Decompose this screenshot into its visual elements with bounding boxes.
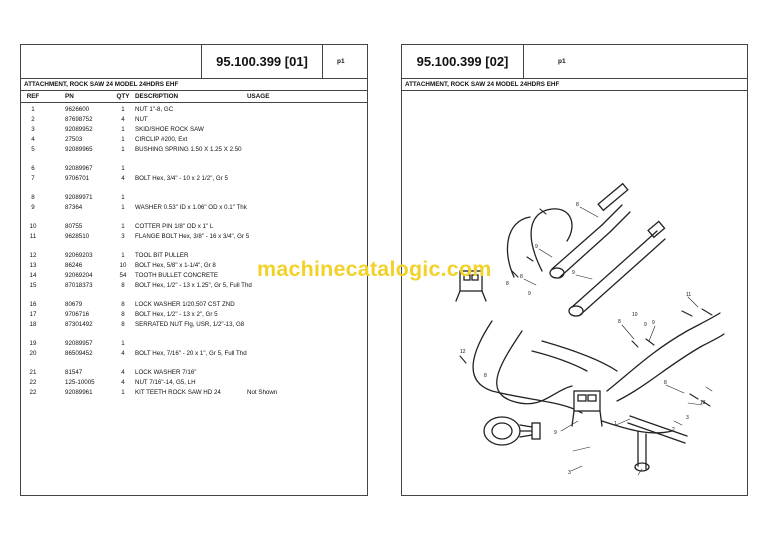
callout-label: 10 [632, 312, 638, 318]
pn-cell: 80755 [65, 223, 83, 230]
description-cell: LOCK WASHER 7/16" [135, 369, 197, 376]
callout-label: 13 [700, 400, 706, 406]
usage-cell: Not Shown [247, 389, 278, 396]
ref-cell: 9 [31, 204, 35, 211]
callout-label: 9 [528, 291, 531, 297]
qty-cell: 1 [121, 340, 125, 347]
qty-cell: 8 [121, 301, 125, 308]
qty-cell: 54 [119, 272, 127, 279]
hydraulic-cylinder-lower [569, 221, 665, 316]
callout-label: 12 [460, 349, 466, 355]
ref-cell: 22 [29, 379, 37, 386]
description-cell: BUSHING SPRING 1.50 X 1.25 X 2.50 [135, 146, 242, 153]
qty-cell: 4 [121, 116, 125, 123]
description-cell: BOLT Hex, 1/2" - 13 x 2", Gr 5 [135, 311, 218, 318]
pn-cell: 9628510 [65, 233, 90, 240]
description-cell: BOLT Hex, 1/2" - 13 x 1.25", Gr 5, Full Thd [135, 282, 252, 289]
callout-label: 9 [572, 270, 575, 276]
exploded-parts-diagram [402, 101, 747, 495]
ref-cell: 13 [29, 262, 37, 269]
ref-cell: 3 [31, 126, 35, 133]
ref-cell: 11 [29, 233, 37, 240]
qty-cell: 10 [119, 262, 127, 269]
pn-cell: 92089971 [65, 194, 93, 201]
ref-cell: 15 [29, 282, 37, 289]
hydraulic-motor [484, 417, 540, 445]
ref-cell: 17 [29, 311, 37, 318]
callout-label: 8 [618, 319, 621, 325]
description-cell: NUT 1"-8, GC [135, 106, 174, 113]
pn-cell: 27503 [65, 136, 83, 143]
qty-cell: 1 [121, 106, 125, 113]
ref-cell: 22 [29, 389, 37, 396]
skid-shoe [628, 416, 687, 471]
ref-cell: 6 [31, 165, 35, 172]
col-description: DESCRIPTION [135, 93, 179, 100]
description-cell: WASHER 0.53" ID x 1.06" OD x 0.1" Thk [135, 204, 247, 211]
ref-cell: 2 [31, 116, 35, 123]
part-number-title: 95.100.399 [02] [402, 45, 524, 78]
ref-cell: 7 [31, 175, 35, 182]
pn-cell: 86246 [65, 262, 83, 269]
description-cell: SKID/SHOE ROCK SAW [135, 126, 204, 133]
pn-cell: 92089967 [65, 165, 93, 172]
ref-cell: 18 [29, 321, 37, 328]
callout-label: 1 [614, 421, 617, 427]
description-cell: BOLT Hex, 5/8" x 1-1/4", Gr 8 [135, 262, 216, 269]
callout-label: 2 [672, 427, 675, 433]
callout-label: 8 [484, 373, 487, 379]
callout-label: 8 [576, 202, 579, 208]
callout-label: 11 [686, 292, 692, 298]
pn-cell: 92089965 [65, 146, 93, 153]
description-cell: COTTER PIN 1/8" OD x 1" L [135, 223, 214, 230]
qty-cell: 4 [121, 369, 125, 376]
pn-cell: 92089961 [65, 389, 93, 396]
qty-cell: 1 [121, 223, 125, 230]
pn-cell: 87364 [65, 204, 83, 211]
page-header [402, 45, 747, 79]
pn-cell: 9626600 [65, 106, 90, 113]
ref-cell: 8 [31, 194, 35, 201]
part-number-title: 95.100.399 [01] [201, 45, 323, 78]
ref-cell: 1 [31, 106, 35, 113]
pn-cell: 87018373 [65, 282, 93, 289]
callout-label: 3 [568, 470, 571, 476]
ref-cell: 20 [29, 350, 37, 357]
pn-cell: 9706716 [65, 311, 90, 318]
ref-cell: 10 [29, 223, 37, 230]
ref-cell: 16 [29, 301, 37, 308]
description-cell: CIRCLIP #200, Ext [135, 136, 188, 143]
qty-cell: 1 [121, 204, 125, 211]
callout-label: 9 [554, 430, 557, 436]
qty-cell: 1 [121, 252, 125, 259]
description-cell: TOOTH BULLET CONCRETE [135, 272, 218, 279]
qty-cell: 3 [121, 233, 125, 240]
ref-cell: 21 [29, 369, 37, 376]
qty-cell: 1 [121, 194, 125, 201]
description-cell: FLANGE BOLT Hex, 3/8" - 16 x 3/4", Gr 5 [135, 233, 250, 240]
qty-cell: 8 [121, 282, 125, 289]
callout-label: 3 [686, 415, 689, 421]
callout-label: 8 [506, 281, 509, 287]
qty-cell: 4 [121, 350, 125, 357]
description-cell: SERRATED NUT Flg, USR, 1/2"-13, G8 [135, 321, 245, 328]
description-cell: BOLT Hex, 7/16" - 20 x 1", Gr 5, Full Thd [135, 350, 247, 357]
page-label: p1 [558, 58, 566, 65]
hydraulic-cylinder-upper [550, 184, 630, 278]
pn-cell: 92089957 [65, 340, 93, 347]
description-cell: NUT 7/16"-14, G5, LH [135, 379, 196, 386]
description-cell: LOCK WASHER 1/20.507 CST ZND [135, 301, 235, 308]
qty-cell: 8 [121, 321, 125, 328]
valve-block [572, 391, 602, 426]
ref-cell: 14 [29, 272, 37, 279]
pn-cell: 81547 [65, 369, 83, 376]
ref-cell: 5 [31, 146, 35, 153]
callout-label: 9 [644, 322, 647, 328]
description-cell: NUT [135, 116, 148, 123]
ref-cell: 19 [29, 340, 37, 347]
page-label: p1 [337, 58, 345, 65]
pn-cell: 92089952 [65, 126, 93, 133]
section-title: ATTACHMENT, ROCK SAW 24 MODEL 24HDRS EHF [402, 79, 747, 91]
ref-cell: 4 [31, 136, 35, 143]
pn-cell: 92069204 [65, 272, 93, 279]
qty-cell: 1 [121, 165, 125, 172]
callout-label: 8 [664, 380, 667, 386]
col-ref: REF [26, 93, 40, 100]
qty-cell: 1 [121, 136, 125, 143]
description-cell: TOOL BIT PULLER [135, 252, 189, 259]
ref-cell: 12 [29, 252, 37, 259]
qty-cell: 1 [121, 126, 125, 133]
pn-cell: 92069203 [65, 252, 93, 259]
description-cell: BOLT Hex, 3/4" - 10 x 2 1/2", Gr 5 [135, 175, 228, 182]
pn-cell: 87301492 [65, 321, 93, 328]
callout-label: 9 [652, 320, 655, 326]
page-header [21, 45, 367, 79]
pn-cell: 87698752 [65, 116, 93, 123]
pn-cell: 86509452 [65, 350, 93, 357]
qty-cell: 1 [121, 389, 125, 396]
qty-cell: 8 [121, 311, 125, 318]
pn-cell: 80679 [65, 301, 83, 308]
qty-cell: 4 [121, 175, 125, 182]
col-usage: USAGE [247, 93, 270, 100]
description-cell: KIT TEETH ROCK SAW HD 24 [135, 389, 221, 396]
qty-cell: 4 [121, 379, 125, 386]
qty-cell: 1 [121, 146, 125, 153]
section-title: ATTACHMENT, ROCK SAW 24 MODEL 24HDRS EHF [21, 79, 367, 91]
pn-cell: 9706701 [65, 175, 90, 182]
callout-label: 9 [535, 244, 538, 250]
table-header [21, 91, 367, 103]
callout-label: 8 [520, 274, 523, 280]
pn-cell: 125-10005 [65, 379, 95, 386]
watermark: machinecatalogic.com [257, 257, 492, 281]
col-qty: QTY [116, 93, 130, 100]
col-pn: PN [65, 93, 74, 100]
